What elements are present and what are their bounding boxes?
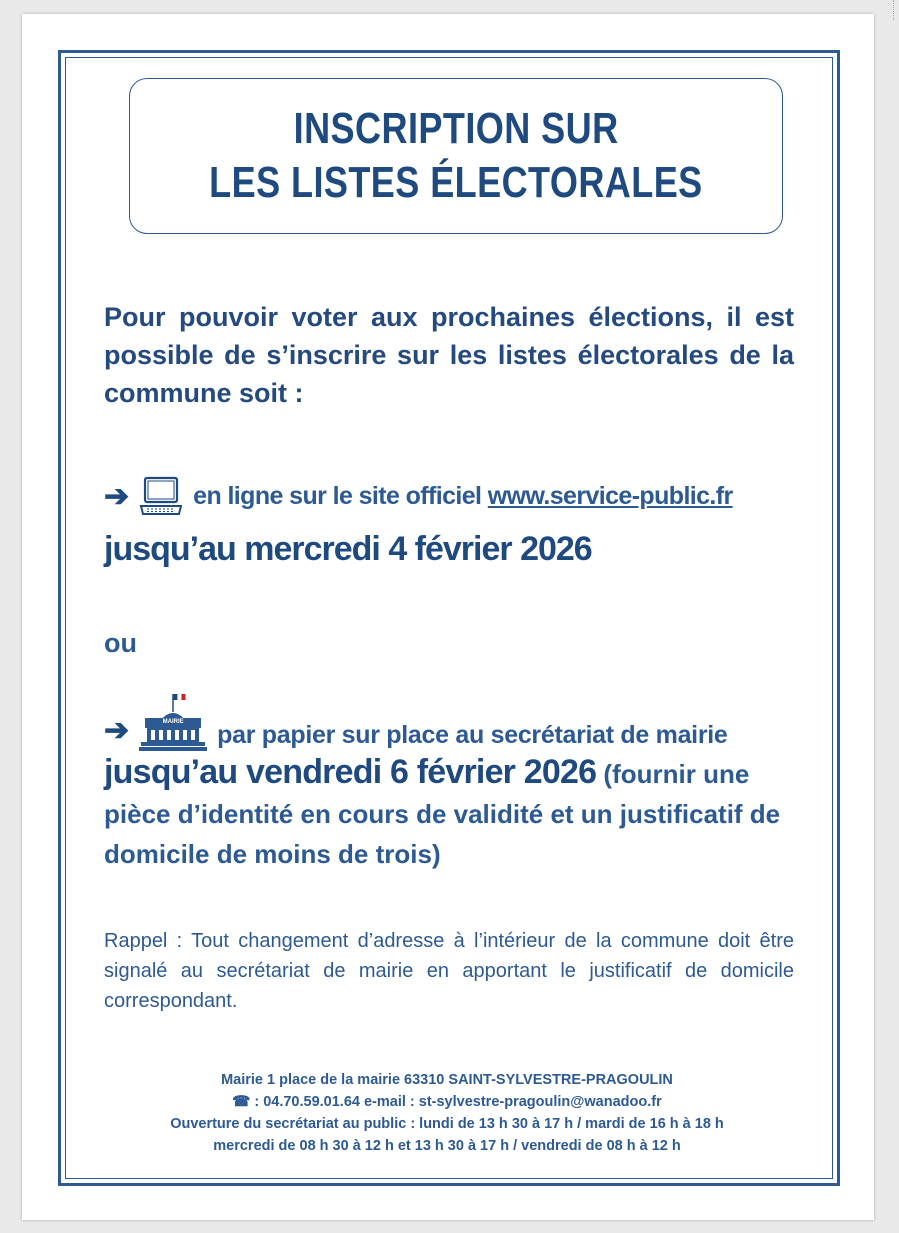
online-description: en ligne sur le site officiel [193,481,482,510]
title-box [129,78,783,234]
arrow-icon: ➔ [104,479,130,513]
footer-contact [82,1069,812,1157]
footer-address: Mairie 1 place de la mairie 63310 SAINT-SYLVESTRE-PRAGOULIN [221,1072,673,1088]
mairie-label: MAIRIE [162,719,184,725]
online-text [193,482,733,511]
arrow-icon: ➔ [104,714,130,747]
online-deadline: jusqu’au mercredi 4 février 2026 [104,530,592,568]
title-line-1: INSCRIPTION SUR [293,104,619,153]
title-line-2: LES LISTES ÉLECTORALES [209,158,703,207]
paper-option [104,692,728,752]
separator-ou: ou [104,628,137,658]
computer-icon [139,476,183,516]
phone-icon: ☎ [232,1094,251,1110]
paper-description: par papier sur place au secrétariat de mairie [217,721,728,749]
footer-hours-1: Ouverture du secrétariat au public : lundi de 13 h 30 à 17 h / mardi de 16 h à 18 h [170,1116,724,1132]
footer-contact-line [82,1091,812,1113]
service-public-link[interactable]: www.service-public.fr [487,481,733,510]
scroll-indicator [893,0,895,20]
footer-phone-email: : 04.70.59.01.64 e-mail : st-sylvestre-pragoulin@wanadoo.fr [250,1094,662,1110]
paper-deadline-block [104,752,794,874]
footer-hours-2: mercredi de 08 h 30 à 12 h et 13 h 30 à 17 h / vendredi de 08 h à 12 h [213,1138,681,1154]
document-page [22,14,874,1220]
paper-note: (fournir une pièce d’identité en cours de validité et un justificatif de domicile de moins de trois) [104,759,781,869]
online-option [104,476,733,516]
town-hall-icon [139,692,207,752]
reminder-paragraph: Rappel : Tout changement d’adresse à l’intérieur de la commune doit être signalé au secrétariat de mairie en apportant le justificatif de domicile correspondant. [104,930,794,1012]
intro-paragraph: Pour pouvoir voter aux prochaines élections, il est possible de s’inscrire sur les listes électorales de la commune soit : [104,302,794,408]
paper-deadline: jusqu’au vendredi 6 février 2026 [104,753,597,791]
